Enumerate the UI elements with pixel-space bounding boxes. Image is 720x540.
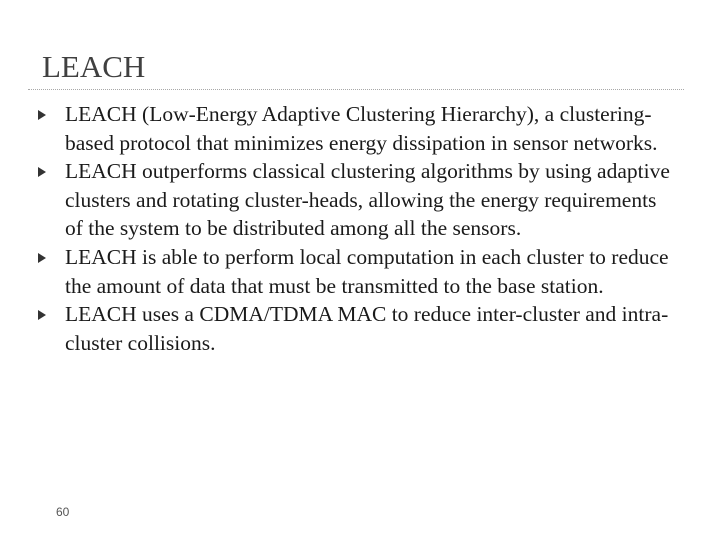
bullet-arrow-icon: [38, 110, 46, 120]
bullet-text: LEACH outperforms classical clustering algorithms by using adaptive clusters and rotating cluster-heads, allowing the energy requirements of the system to be distributed among all the sensors.: [65, 159, 670, 241]
bullet-text: LEACH uses a CDMA/TDMA MAC to reduce inter-cluster and intra-cluster collisions.: [65, 302, 669, 355]
bullet-arrow-icon: [38, 310, 46, 320]
bullet-arrow-icon: [38, 253, 46, 263]
bullet-item: [38, 243, 678, 300]
bullet-item: [38, 157, 678, 243]
page-number: 60: [56, 505, 70, 519]
bullet-item: [38, 100, 678, 157]
bullet-list: [38, 100, 678, 357]
bullet-arrow-icon: [38, 167, 46, 177]
slide-title: LEACH: [42, 49, 146, 84]
bullet-item: [38, 300, 678, 357]
title-divider: [28, 89, 684, 90]
bullet-text: LEACH (Low-Energy Adaptive Clustering Hierarchy), a clustering-based protocol that minimizes energy dissipation in sensor networks.: [65, 102, 658, 155]
bullet-text: LEACH is able to perform local computation in each cluster to reduce the amount of data that must be transmitted to the base station.: [65, 244, 669, 298]
